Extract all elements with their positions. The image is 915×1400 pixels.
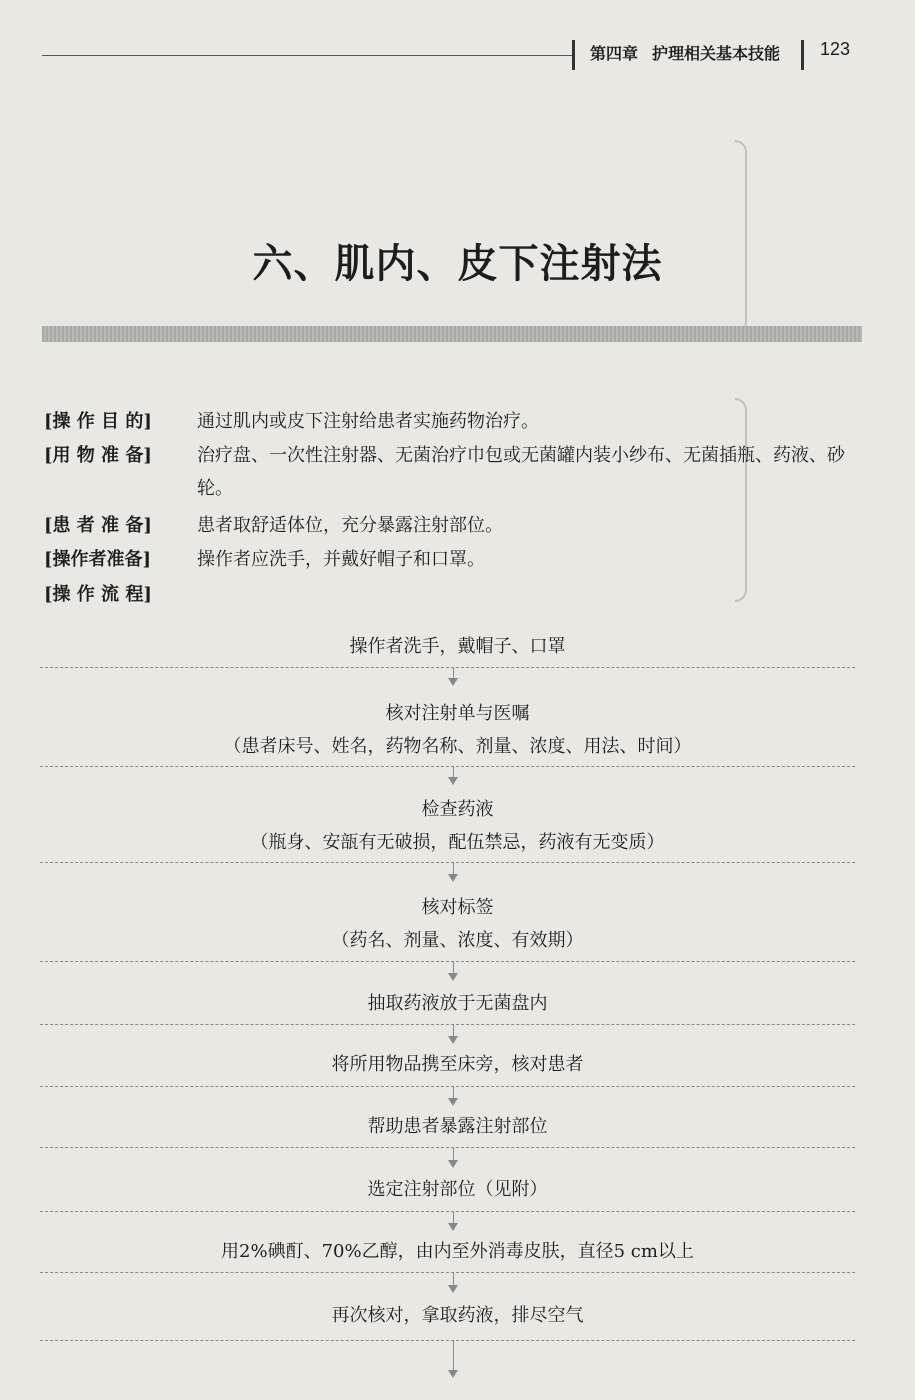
down-arrow-icon [448, 874, 458, 882]
info-row-patient-prep [44, 509, 874, 542]
flow-connector [453, 1211, 454, 1223]
info-value: 患者取舒适体位，充分暴露注射部位。 [197, 515, 503, 536]
flow-separator [40, 1340, 855, 1341]
running-header [590, 41, 780, 64]
info-row-purpose [44, 405, 874, 438]
down-arrow-icon [448, 973, 458, 981]
info-label: [患 者 准 备] [44, 515, 152, 536]
flow-step [40, 793, 875, 826]
page-number: 123 [820, 39, 851, 59]
down-arrow-icon [448, 1370, 458, 1378]
header-divider [801, 40, 804, 70]
flow-step-note-text: （瓶身、安瓿有无破损，配伍禁忌，药液有无变质） [250, 832, 665, 853]
info-row-supplies [44, 439, 874, 505]
flow-step-text: 选定注射部位（见附） [367, 1179, 548, 1200]
flow-connector [453, 1340, 454, 1370]
flow-separator [40, 1272, 855, 1273]
flow-connector [453, 667, 454, 678]
info-label: [操 作 流 程] [44, 584, 152, 605]
header-divider [572, 40, 575, 70]
flow-connector [453, 961, 454, 973]
section-title: 六、肌内、皮下注射法 [252, 241, 663, 287]
flow-step-note [40, 826, 875, 859]
flow-step-note-text: （患者床号、姓名，药物名称、剂量、浓度、用法、时间） [223, 736, 692, 757]
chapter-number: 第四章 [590, 44, 639, 63]
down-arrow-icon [448, 1098, 458, 1106]
flow-separator [40, 1024, 855, 1025]
flow-separator [40, 667, 855, 668]
flow-step [40, 1235, 875, 1268]
flow-step-text: 抽取药液放于无菌盘内 [367, 993, 548, 1014]
info-value: 治疗盘、一次性注射器、无菌治疗巾包或无菌罐内装小纱布、无菌插瓶、药液、砂轮。 [197, 445, 845, 499]
flow-step [40, 1110, 875, 1143]
down-arrow-icon [448, 777, 458, 785]
header-rule [42, 55, 572, 56]
flow-connector [453, 1086, 454, 1098]
flow-step-note [40, 924, 875, 957]
info-value: 操作者应洗手，并戴好帽子和口罩。 [197, 549, 485, 570]
flow-connector [453, 1147, 454, 1160]
chapter-title: 护理相关基本技能 [652, 44, 781, 63]
info-label: [操作者准备] [44, 549, 152, 570]
info-value: 通过肌内或皮下注射给患者实施药物治疗。 [197, 411, 539, 432]
info-label: [用 物 准 备] [44, 445, 152, 466]
flow-step-note [40, 730, 875, 763]
flow-step-text: 操作者洗手，戴帽子、口罩 [349, 636, 566, 657]
flow-connector [453, 766, 454, 777]
flow-step-text: 核对注射单与医嘱 [385, 703, 530, 724]
down-arrow-icon [448, 1160, 458, 1168]
flow-separator [40, 1086, 855, 1087]
flow-step [40, 1048, 875, 1081]
down-arrow-icon [448, 1036, 458, 1044]
flow-step-text: 检查药液 [421, 799, 494, 820]
flow-connector [453, 862, 454, 874]
flow-step [40, 697, 875, 730]
flow-step [40, 630, 875, 663]
flow-step [40, 1299, 875, 1332]
flow-separator [40, 862, 855, 863]
down-arrow-icon [448, 1223, 458, 1231]
flow-step-text: 将所用物品携至床旁，核对患者 [331, 1054, 584, 1075]
flow-step-text: 核对标签 [421, 897, 494, 918]
info-row-procedure [44, 578, 874, 611]
flow-step [40, 891, 875, 924]
flow-step-note-text: （药名、剂量、浓度、有效期） [331, 930, 584, 951]
title-band [42, 326, 862, 342]
flow-step [40, 987, 875, 1020]
info-label: [操 作 目 的] [44, 411, 152, 432]
flow-step-text: 再次核对，拿取药液，排尽空气 [331, 1305, 584, 1326]
flow-connector [453, 1272, 454, 1285]
flow-step [40, 1173, 875, 1206]
down-arrow-icon [448, 678, 458, 686]
flow-connector [453, 1024, 454, 1036]
info-row-operator-prep [44, 543, 874, 576]
flow-step-text: 帮助患者暴露注射部位 [367, 1116, 548, 1137]
flow-separator [40, 1147, 855, 1148]
flow-step-text: 用2%碘酊、70%乙醇，由内至外消毒皮肤，直径5 cm以上 [221, 1241, 694, 1262]
flow-separator [40, 1211, 855, 1212]
flow-separator [40, 766, 855, 767]
flow-separator [40, 961, 855, 962]
down-arrow-icon [448, 1285, 458, 1293]
